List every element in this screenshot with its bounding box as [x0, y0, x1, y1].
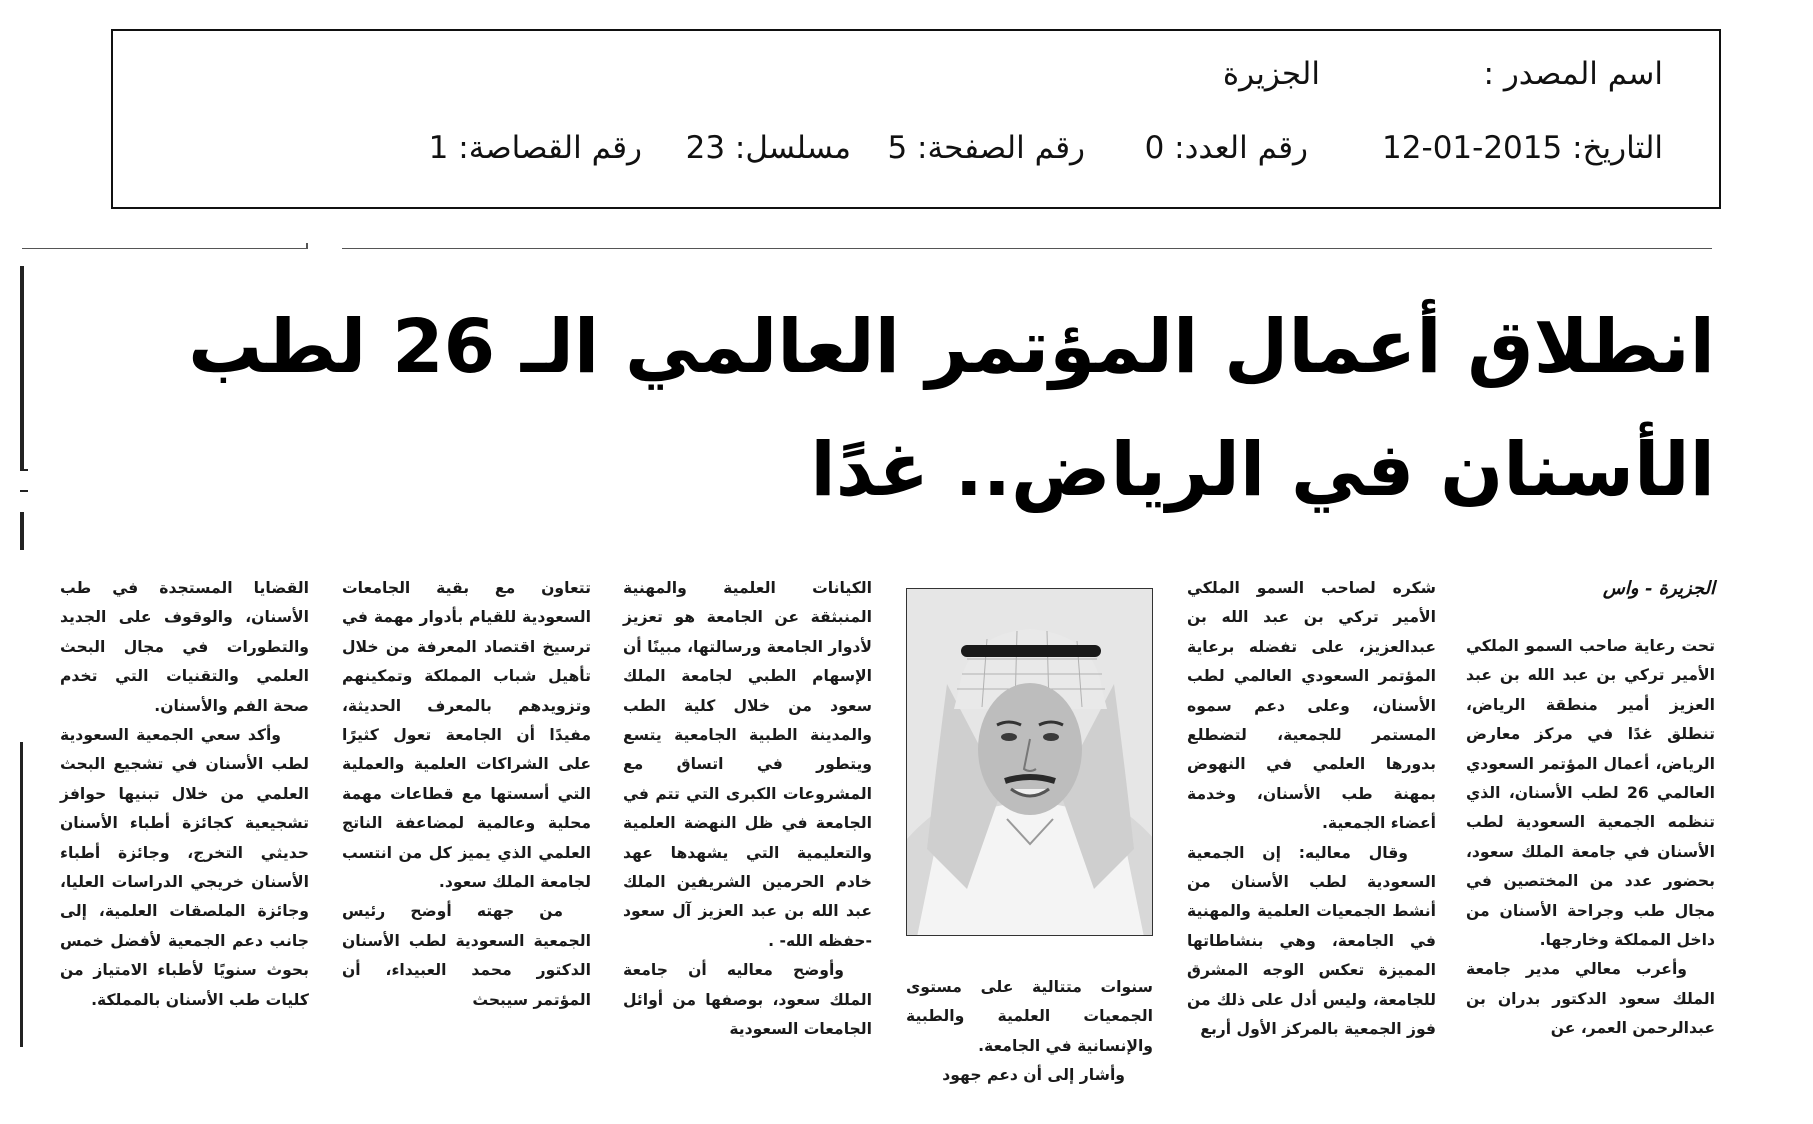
column-2-paragraph-1: شكره لصاحب السمو الملكي الأمير تركي بن عبد الله بن عبدالعزيز، على تفضله برعاية المؤتمر السعودي العالمي لطب الأسنان، وعلى دعم سموه المستمر للجمعية، لتضطلع بدورها العلمي في النهوض بمهنة طب الأسنان، وخدمة أعضاء الجمعية. [1187, 579, 1436, 833]
column-5-paragraph-2: من جهته أوضح رئيس الجمعية السعودية لطب الأسنان الدكتور محمد العبيداء، أن المؤتمر سيبحث [342, 902, 591, 1009]
top-rule-left [22, 248, 308, 249]
article-column-2 [1187, 574, 1436, 1045]
source-details-row [263, 130, 1663, 170]
edge-bracket-top [20, 266, 24, 471]
edge-tick-1 [20, 490, 28, 492]
issue-number-label: رقم العدد: 0 [1144, 130, 1308, 166]
column-4-paragraph-1: الكيانات العلمية والمهنية المنبثقة عن الجامعة هو تعزيز لأدوار الجامعة ورسالتها، مبينًا أن الإسهام الطبي لجامعة الملك سعود من خلال كلية الطب والمدينة الطبية الجامعية يتسع ويتطور في اتساق مع المشروعات الكبرى التي تتم في الجامعة في ظل النهضة العلمية والتعليمية التي يشهدها عهد خادم الحرمين الشريفين الملك عبد الله بن عبد العزيز آل سعود -حفظه الله- . [623, 579, 872, 950]
column-5-paragraph-1: تتعاون مع بقية الجامعات السعودية للقيام بأدوار مهمة في ترسيخ اقتصاد المعرفة من خلال تأهيل شباب المملكة وتمكينهم وتزويدهم بالمعرف الحديثة، مفيدًا أن الجامعة تعول كثيرًا على الشراكات العلمية والعملية التي أسستها مع قطاعات مهمة محلية وعالمية لمضاعفة الناتج العلمي الذي يميز كل من انتسب لجامعة الملك سعود. [342, 579, 591, 892]
source-name-value: الجزيرة [1222, 56, 1320, 92]
column-1-paragraph-2: وأعرب معالي مدير جامعة الملك سعود الدكتور بدران بن عبدالرحمن العمر، عن [1466, 960, 1715, 1038]
column-3-paragraph-2: وأشار إلى أن دعم جهود [942, 1066, 1125, 1085]
article-column-5 [342, 574, 591, 1015]
top-rule-right [342, 248, 1712, 249]
column-3-paragraph-1: سنوات متتالية على مستوى الجمعيات العلمية والطبية والإنسانية في الجامعة. [906, 978, 1153, 1055]
article-headline-line-2: الأسنان في الرياض.. غدًا [810, 427, 1715, 513]
column-6-paragraph-1: القضايا المستجدة في طب الأسنان، والوقوف على الجديد والتطورات في مجال البحث العلمي والتقنيات التي تخدم صحة الفم والأسنان. [60, 579, 309, 715]
article-column-3 [906, 973, 1153, 1091]
top-rule-left-tick [306, 243, 308, 249]
edge-bar-lower [20, 742, 23, 1047]
portrait-photo [906, 588, 1153, 936]
source-name-row [663, 56, 1663, 96]
article-column-6 [60, 574, 309, 1015]
date-label: التاريخ: 2015-01-12 [1382, 130, 1663, 166]
article-headline-line-1: انطلاق أعمال المؤتمر العالمي الـ 26 لطب [188, 304, 1715, 390]
serial-number-label: مسلسل: 23 [685, 130, 851, 166]
page-number-label: رقم الصفحة: 5 [887, 130, 1085, 166]
column-4-paragraph-2: وأوضح معاليه أن جامعة الملك سعود، بوصفها من أوائل الجامعات السعودية [623, 961, 872, 1039]
column-2-paragraph-2: وقال معاليه: إن الجمعية السعودية لطب الأسنان من أنشط الجمعيات العلمية والمهنية في الجامعة، وهي بنشاطاتها المميزة تعكس الوجه المشرق للجامعة، وليس أدل على ذلك من فوز الجمعية بالمركز الأول أربع [1187, 843, 1436, 1039]
portrait-image [907, 589, 1153, 936]
edge-bracket-top-foot [20, 469, 28, 471]
column-6-paragraph-2: وأكد سعي الجمعية السعودية لطب الأسنان في تشجيع البحث العلمي من خلال تبنيها حوافز تشجيعية كجائزة أطباء الأسنان حديثي التخرج، وجائزة أطباء الأسنان خريجي الدراسات العليا، وجائزة الملصقات العلمية، إلى جانب دعم الجمعية لأفضل خمس بحوث سنويًا لأطباء الامتياز من كليات طب الأسنان بالمملكة. [60, 726, 309, 1009]
article-byline: الجزيرة - واس [1602, 578, 1715, 599]
edge-bar-middle [20, 512, 24, 550]
column-1-paragraph-1: تحت رعاية صاحب السمو الملكي الأمير تركي بن عبد الله بن عبد العزيز أمير منطقة الرياض، تنطلق غدًا في مركز معارض الرياض، أعمال المؤتمر السعودي العالمي 26 لطب الأسنان، الذي تنظمه الجمعية السعودية لطب الأسنان في جامعة الملك سعود، بحضور عدد من المختصين في مجال طب وجراحة الأسنان من داخل المملكة وخارجها. [1466, 637, 1716, 950]
clip-number-label: رقم القصاصة: 1 [428, 130, 642, 166]
article-column-1 [1466, 632, 1715, 1044]
source-name-label: اسم المصدر : [1483, 56, 1663, 92]
article-column-4 [623, 574, 872, 1045]
